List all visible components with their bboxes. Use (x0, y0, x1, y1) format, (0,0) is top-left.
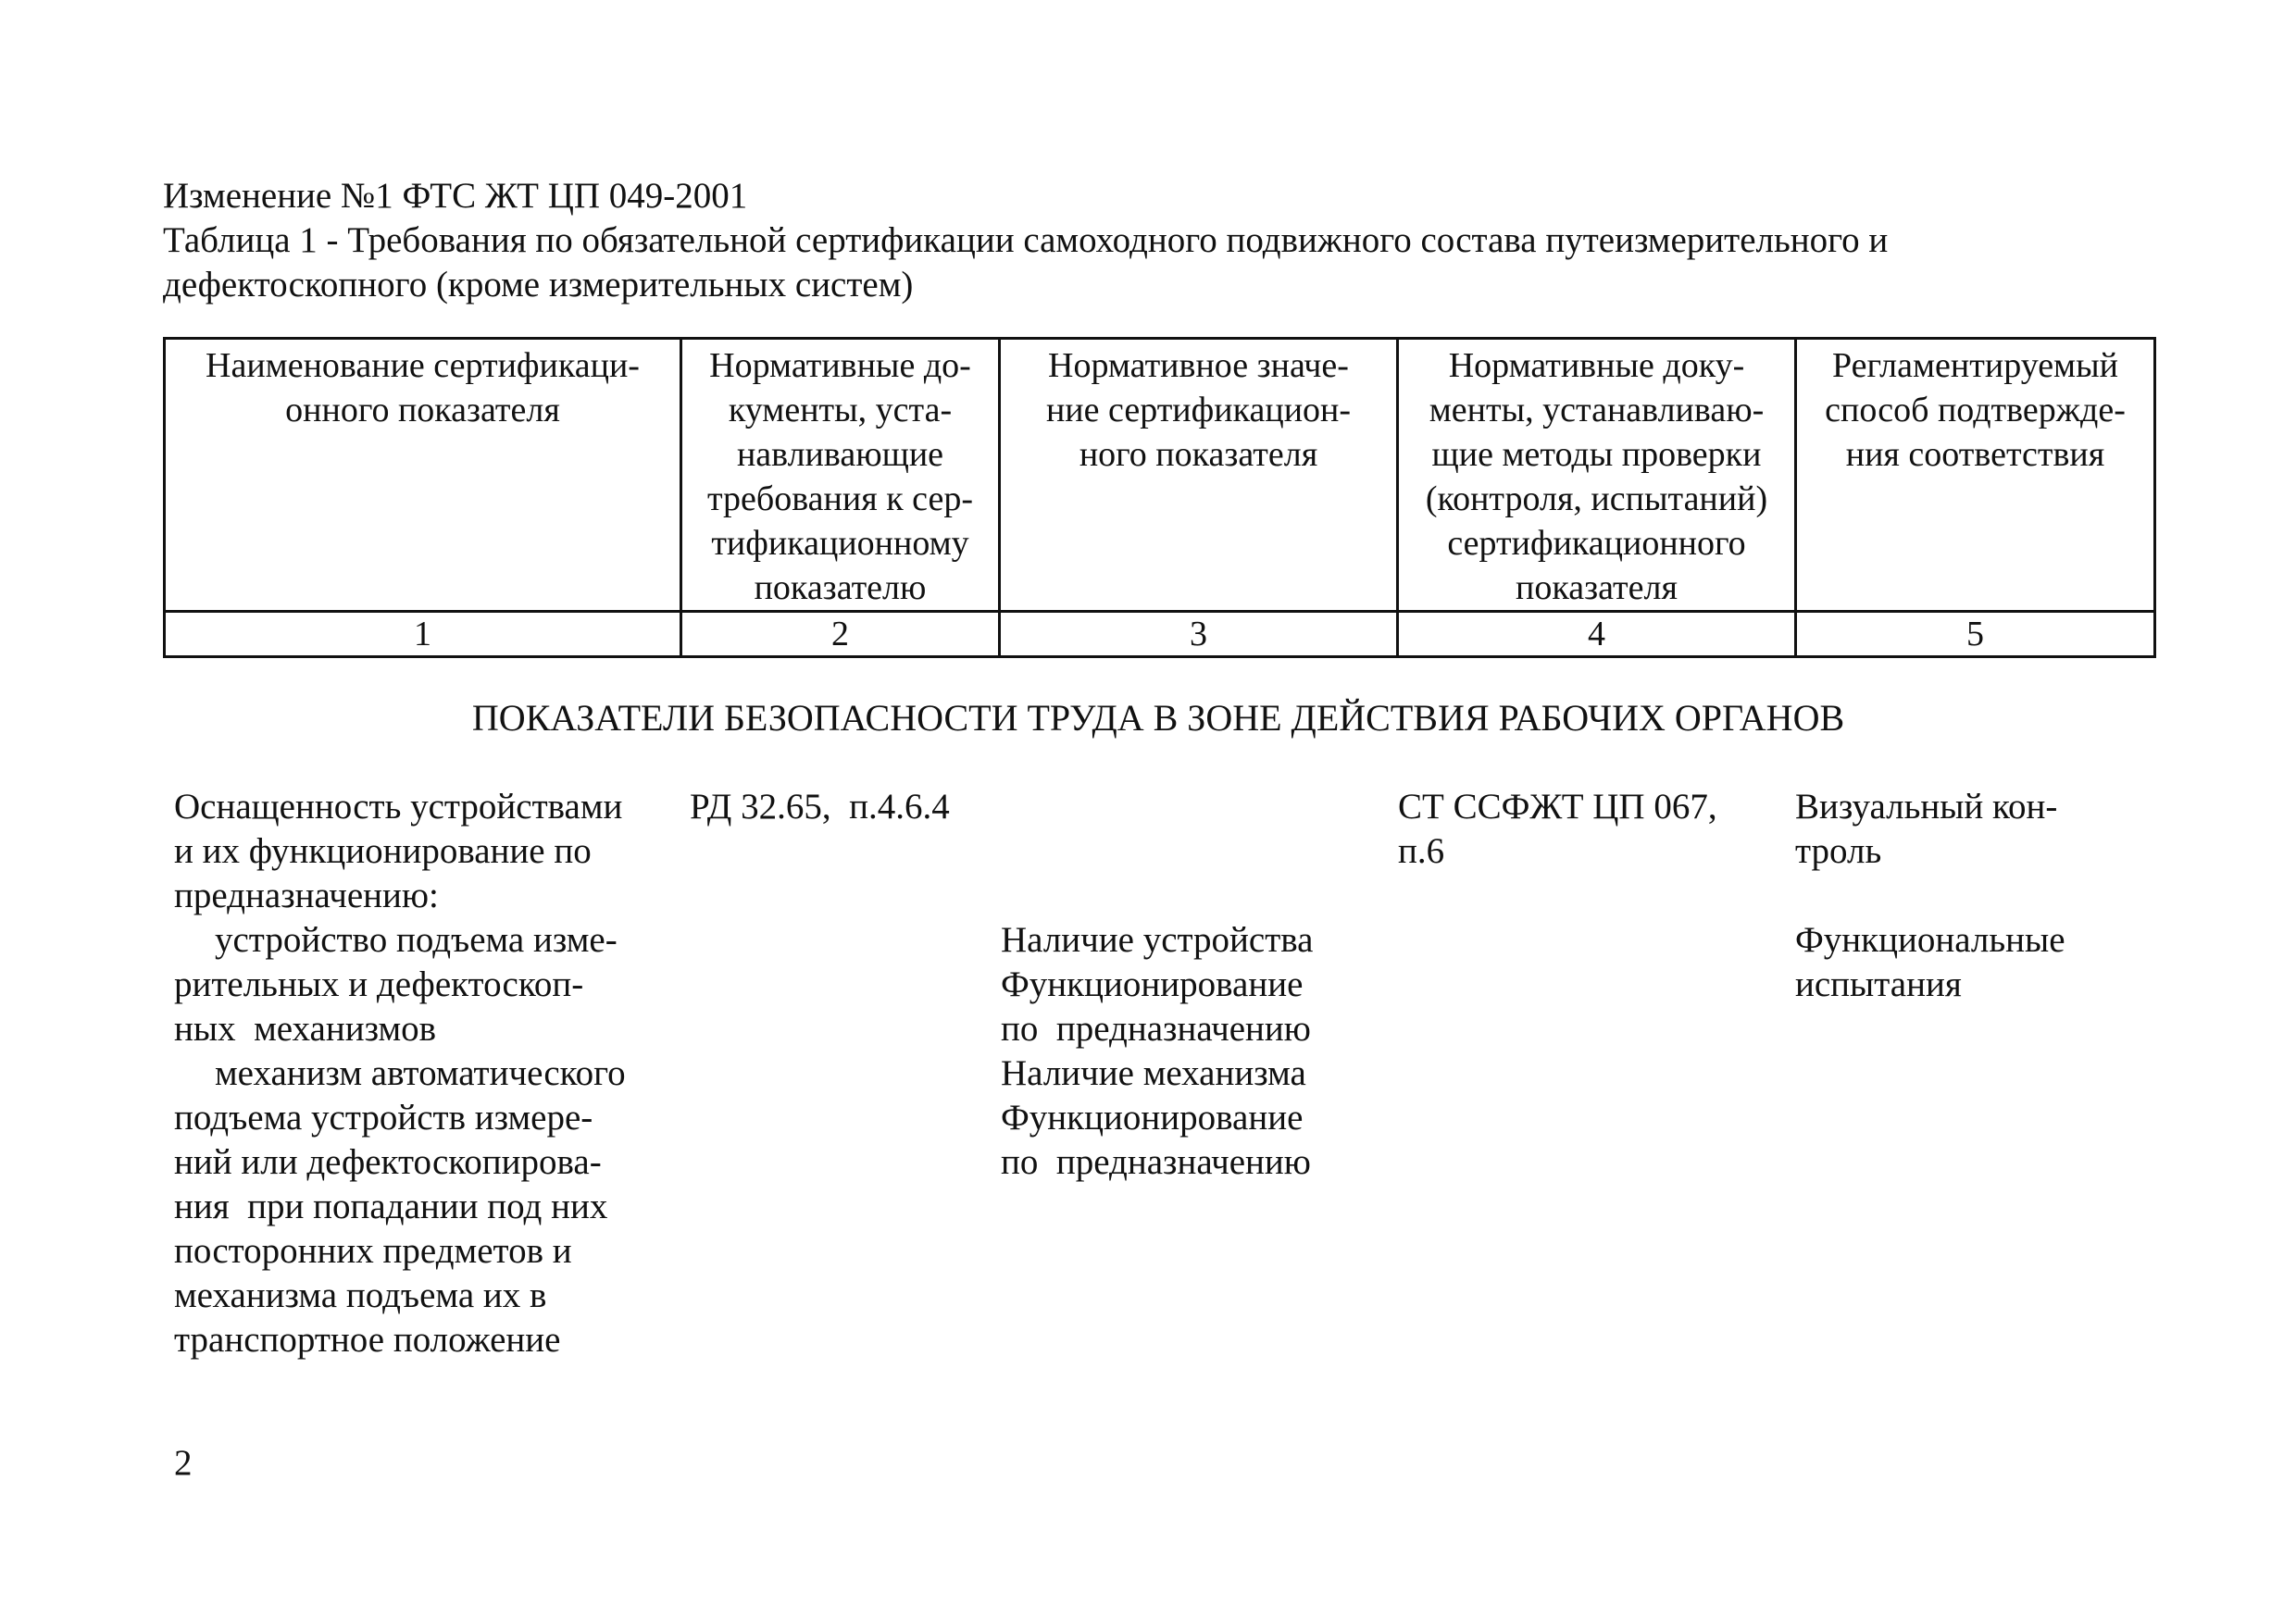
column-number: 3 (1000, 612, 1398, 657)
body-text-line: Функциональные (1795, 920, 2065, 960)
body-text-line: Визуальный кон- (1795, 787, 2058, 827)
body-text-line: по предназначению (1001, 1142, 1311, 1182)
body-text-line: троль (1795, 831, 1882, 871)
requirement-docs-column (690, 785, 950, 829)
section-heading: ПОКАЗАТЕЛИ БЕЗОПАСНОСТИ ТРУДА В ЗОНЕ ДЕЙСТВИЯ РАБОЧИХ ОРГАНОВ (471, 697, 1845, 739)
normative-value-column (1001, 918, 1313, 1185)
body-text-line: подъема устройств измере- (174, 1098, 593, 1138)
page-number: 2 (174, 1443, 193, 1483)
header-cell-2: Нормативные до- кументы, уста- навливающие требования к сер- тификационному показателю (681, 339, 1000, 612)
conformity-method-column-lower (1795, 918, 2065, 1007)
test-method-docs-column (1398, 785, 1717, 874)
body-text-line: Наличие устройства (1001, 920, 1314, 960)
body-text-line: п.6 (1398, 831, 1445, 871)
body-text-line: механизм автоматического (215, 1053, 626, 1093)
header-cell-3: Нормативное значе- ние сертификацион- ного показателя (1000, 339, 1398, 612)
body-text-line: по предназначению (1001, 1009, 1311, 1049)
body-text-line: транспортное положение (174, 1320, 561, 1360)
requirements-table (163, 337, 2156, 658)
body-text-line: и их функционирование по (174, 831, 592, 871)
body-text-line: СТ ССФЖТ ЦП 067, (1398, 787, 1717, 827)
column-number: 1 (165, 612, 681, 657)
table-caption-line-2: дефектоскопного (кроме измерительных систем) (163, 265, 914, 305)
body-text-line: устройство подъема изме- (215, 920, 618, 960)
table-caption-line-1: Таблица 1 - Требования по обязательной сертификации самоходного подвижного состава путеизмерительного и (163, 220, 1889, 260)
body-text-line: Оснащенность устройствами (174, 787, 623, 827)
column-number: 4 (1398, 612, 1796, 657)
table-header-row (165, 339, 2155, 612)
header-cell-4: Нормативные доку- менты, устанавливаю- щие методы проверки (контроля, испытаний) сертификационного показателя (1398, 339, 1796, 612)
body-text-line: РД 32.65, п.4.6.4 (690, 787, 950, 827)
body-text-line: Функционирование (1001, 964, 1304, 1004)
body-text-line: испытания (1795, 964, 1962, 1004)
body-text-line: Функционирование (1001, 1098, 1304, 1138)
body-text-line: ния при попадании под них (174, 1187, 608, 1226)
body-text-line: механизма подъема их в (174, 1275, 547, 1315)
column-number-row (165, 612, 2155, 657)
document-header (163, 174, 2153, 307)
column-number: 5 (1796, 612, 2155, 657)
column-number: 2 (681, 612, 1000, 657)
body-text-line: рительных и дефектоскоп- (174, 964, 584, 1004)
header-cell-5: Регламентируемый способ подтвержде- ния соответствия (1796, 339, 2155, 612)
header-cell-1: Наименование сертификаци- онного показателя (165, 339, 681, 612)
body-text-line: ний или дефектоскопирова- (174, 1142, 602, 1182)
indicator-name-column (174, 785, 693, 1362)
conformity-method-column (1795, 785, 2057, 874)
body-text-line: предназначению: (174, 876, 439, 915)
amendment-title: Изменение №1 ФТС ЖТ ЦП 049-2001 (163, 176, 748, 216)
body-text-line: Наличие механизма (1001, 1053, 1306, 1093)
body-text-line: посторонних предметов и (174, 1231, 572, 1271)
body-text-line: ных механизмов (174, 1009, 437, 1049)
